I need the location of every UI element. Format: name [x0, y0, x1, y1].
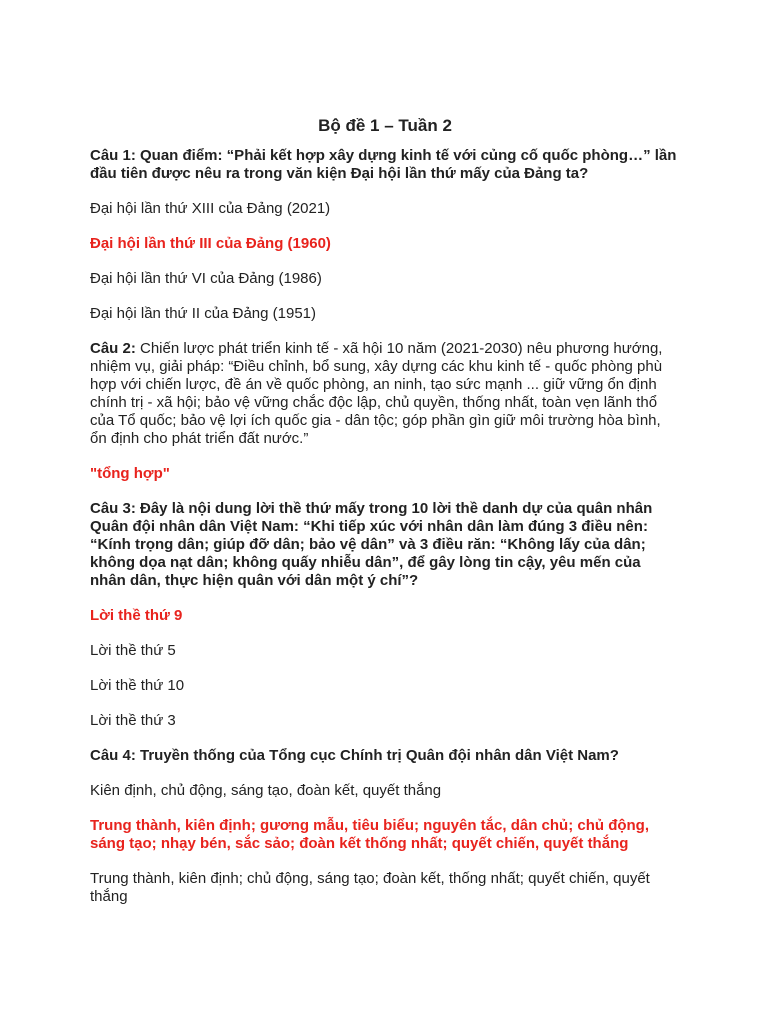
q1-option-4: Đại hội lần thứ II của Đảng (1951) — [90, 305, 317, 322]
question-2-text: Chiến lược phát triển kinh tế - xã hội 10 năm (2021-2030) nêu phương hướng, nhiệm vụ, giải pháp: “Điều chỉnh, bổ sung, xây dựng các khu kinh tế - quốc phòng phù hợp với chiến lược, đề án về quốc phòng, an ninh, tạo sức mạnh ... giữ vững ổn định chính trị - xã hội; bảo vệ vững chắc độc lập, chủ quyền, thống nhất, toàn vẹn lãnh thổ của Tổ quốc; bảo vệ lợi ích quốc gia - dân tộc; góp phần gìn giữ môi trường hòa bình, ổn định cho phát triển đất nước.” — [90, 340, 663, 447]
document-title: Bộ đề 1 – Tuần 2 — [318, 116, 452, 135]
q4-option-3: Trung thành, kiên định; chủ động, sáng tạo; đoàn kết, thống nhất; quyết chiến, quyết thắng — [90, 870, 650, 905]
q1-option-3: Đại hội lần thứ VI của Đảng (1986) — [90, 270, 322, 287]
q3-option-1-correct: Lời thề thứ 9 — [90, 607, 183, 624]
q3-option-2: Lời thề thứ 5 — [90, 642, 176, 659]
document-page — [90, 115, 680, 923]
question-2 — [90, 340, 680, 448]
q1-option-2-correct: Đại hội lần thứ III của Đảng (1960) — [90, 235, 331, 252]
question-2-label: Câu 2: — [90, 340, 136, 357]
q1-option-1: Đại hội lần thứ XIII của Đảng (2021) — [90, 200, 331, 217]
q4-option-1: Kiên định, chủ động, sáng tạo, đoàn kết, quyết thắng — [90, 782, 442, 799]
question-4: Câu 4: Truyền thống của Tổng cục Chính trị Quân đội nhân dân Việt Nam? — [90, 747, 619, 764]
question-3: Câu 3: Đây là nội dung lời thề thứ mấy trong 10 lời thề danh dự của quân nhân Quân đội nhân dân Việt Nam: “Khi tiếp xúc với nhân dân làm đúng 3 điều nên: “Kính trọng dân; giúp đỡ dân; bảo vệ dân” và 3 điều răn: “Không lấy của dân; không dọa nạt dân; không quấy nhiễu dân”, để gây lòng tin cậy, yêu mến của nhân dân, thực hiện quân với dân một ý chí”? — [90, 500, 653, 589]
q3-option-4: Lời thề thứ 3 — [90, 712, 176, 729]
question-1: Câu 1: Quan điểm: “Phải kết hợp xây dựng kinh tế với củng cố quốc phòng…” lần đầu tiên được nêu ra trong văn kiện Đại hội lần thứ mấy của Đảng ta? — [90, 147, 677, 182]
q3-option-3: Lời thề thứ 10 — [90, 677, 185, 694]
q4-option-2-correct: Trung thành, kiên định; gương mẫu, tiêu biểu; nguyên tắc, dân chủ; chủ động, sáng tạo; nhạy bén, sắc sảo; đoàn kết thống nhất; quyết chiến, quyết thắng — [90, 817, 650, 852]
q2-answer-correct: "tổng hợp" — [90, 465, 170, 482]
